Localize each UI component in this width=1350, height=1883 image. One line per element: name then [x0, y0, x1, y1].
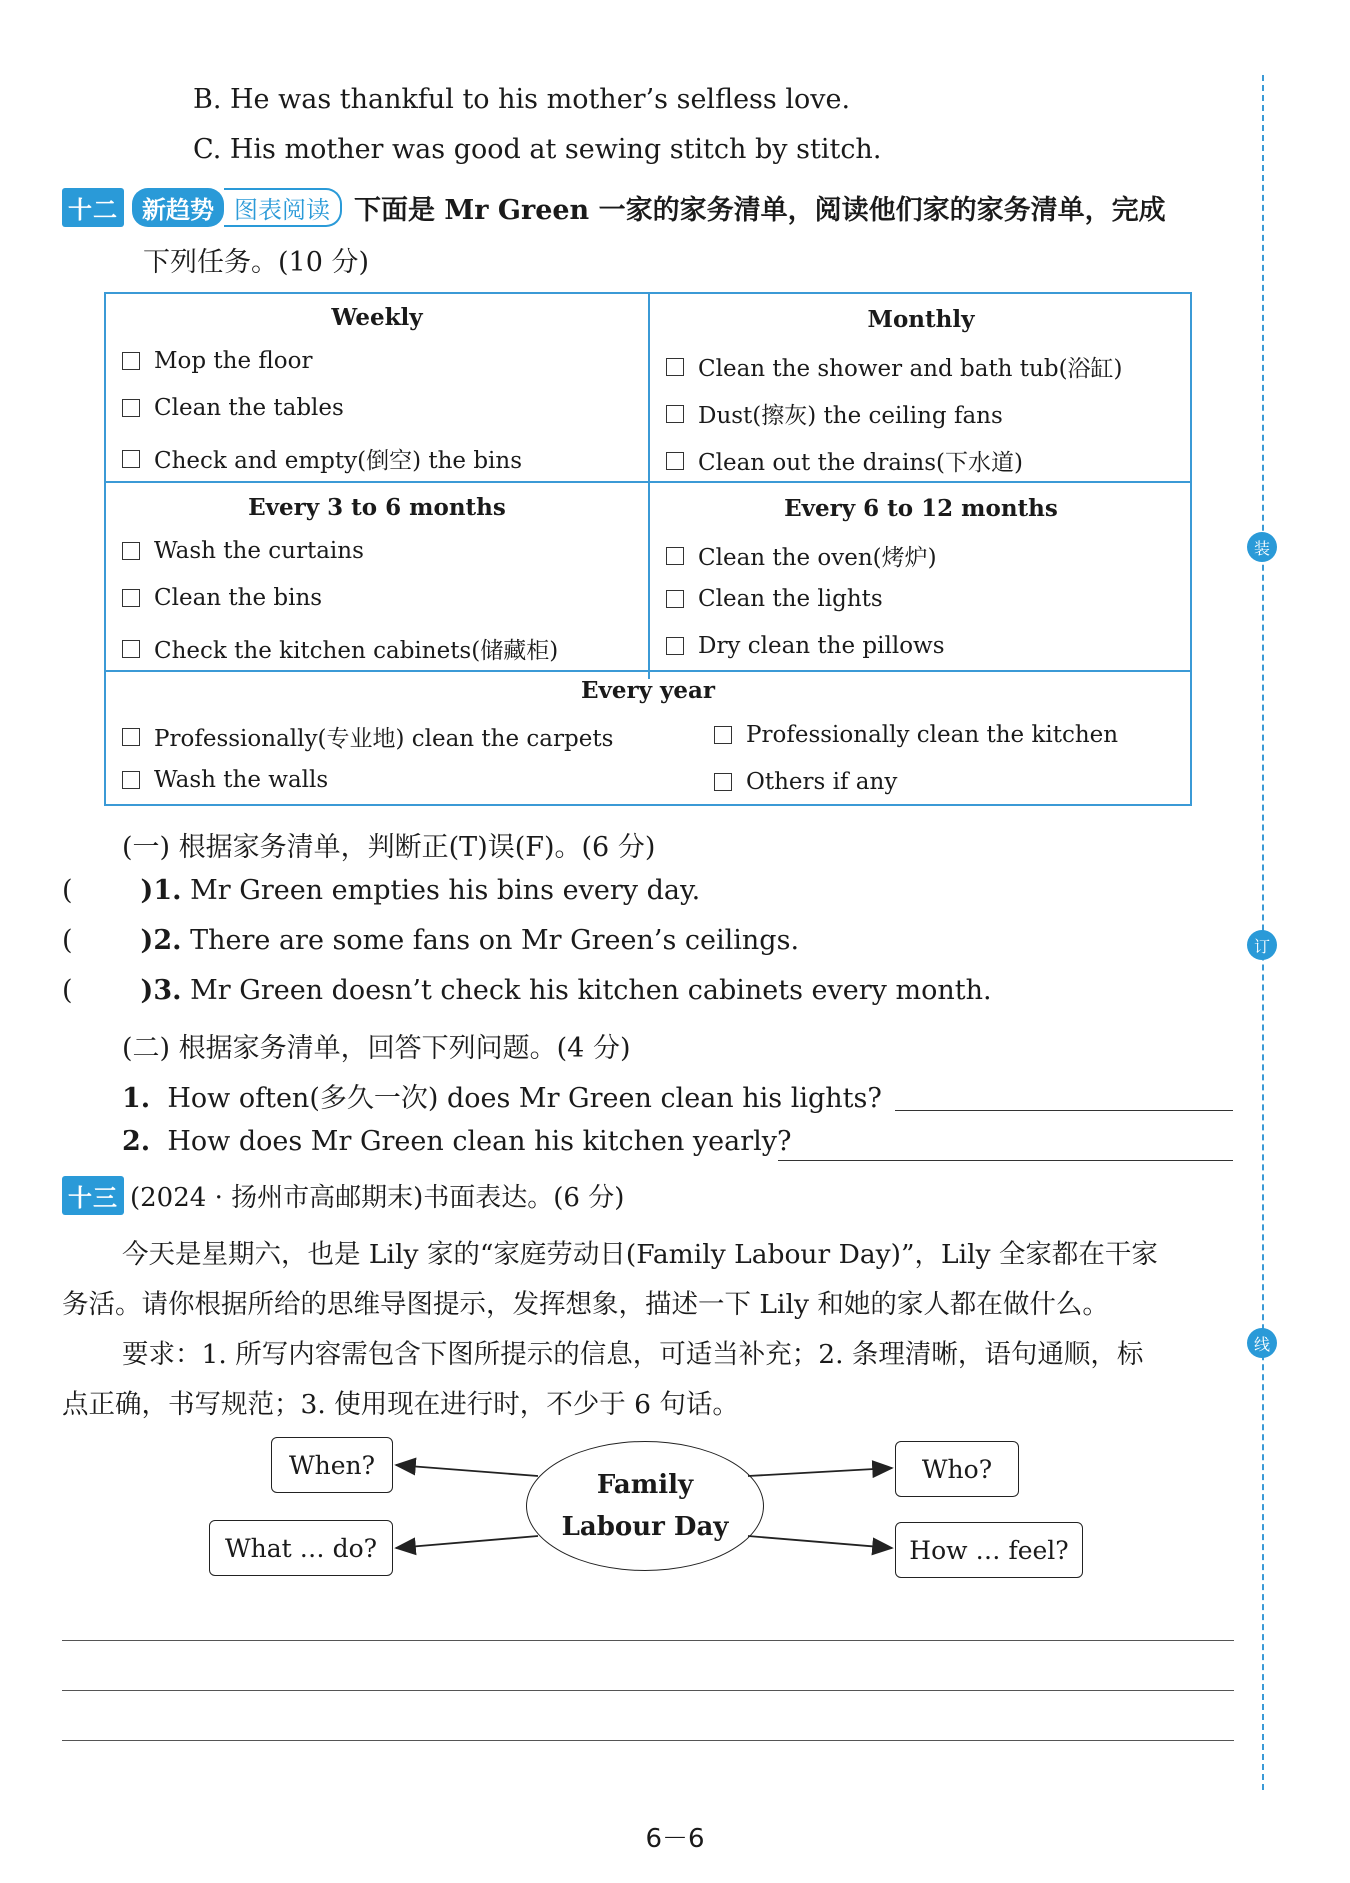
trend-badge: 新趋势 [132, 188, 224, 227]
node-who: Who? [895, 1441, 1019, 1497]
chore-item: Dry clean the pillows [666, 633, 945, 659]
writing-line[interactable] [62, 1740, 1234, 1741]
chore-item: Mop the floor [122, 348, 312, 374]
section12-instruction: 下面是 Mr Green 一家的家务清单，阅读他们家的家务清单，完成 [354, 195, 1166, 226]
option-b: B. He was thankful to his mother’s selfless love. [193, 84, 851, 115]
prompt-line-1: 今天是星期六，也是 Lily 家的“家庭劳动日(Family Labour Day)”，Lily 全家都在干家 [122, 1239, 1158, 1270]
page-number: 6－6 [645, 1824, 705, 1854]
monthly-title: Monthly [867, 306, 975, 333]
tf-question-2: ( )2. There are some fans on Mr Green’s ceilings. [62, 925, 800, 956]
part1-heading: (一) 根据家务清单，判断正(T)误(F)。(6 分) [122, 832, 656, 863]
tf-question-3: ( )3. Mr Green doesn’t check his kitchen cabinets every month. [62, 975, 992, 1006]
arrow-how [748, 1536, 892, 1548]
requirement-line-2: 点正确，书写规范；3. 使用现在进行时，不少于 6 句话。 [62, 1389, 739, 1420]
every-6-12-title: Every 6 to 12 months [784, 495, 1058, 522]
bind-icon: 线 [1247, 1328, 1277, 1358]
arrow-who [748, 1468, 892, 1476]
bind-icon: 装 [1247, 532, 1277, 562]
writing-line[interactable] [62, 1690, 1234, 1691]
chore-item: Clean the shower and bath tub(浴缸) [666, 350, 1123, 383]
arrow-when [396, 1465, 538, 1476]
section13-number: 十三 [62, 1176, 124, 1215]
chore-item: Wash the walls [122, 767, 328, 793]
prompt-line-2: 务活。请你根据所给的思维导图提示，发挥想象，描述一下 Lily 和她的家人都在做什么。 [62, 1289, 1109, 1320]
chore-item: Others if any [714, 769, 897, 795]
writing-line[interactable] [62, 1640, 1234, 1641]
chore-item: Clean the bins [122, 585, 322, 611]
every-3-6-title: Every 3 to 6 months [248, 494, 506, 521]
chore-item: Check the kitchen cabinets(储藏柜) [122, 632, 558, 665]
chore-item: Professionally clean the kitchen [714, 722, 1118, 748]
chore-item: Clean the tables [122, 395, 344, 421]
node-what: What … do? [209, 1520, 393, 1576]
every-year-title: Every year [580, 677, 716, 704]
chore-item: Clean out the drains(下水道) [666, 444, 1023, 477]
tf-question-1: ( )1. Mr Green empties his bins every day. [62, 875, 701, 906]
chore-item: Wash the curtains [122, 538, 364, 564]
chore-item: Clean the oven(烤炉) [666, 539, 937, 572]
chore-item: Professionally(专业地) clean the carpets [122, 720, 613, 753]
chore-item: Check and empty(倒空) the bins [122, 442, 522, 475]
weekly-title: Weekly [331, 304, 423, 331]
center-node: Family Labour Day [526, 1441, 764, 1571]
chore-item: Dust(擦灰) the ceiling fans [666, 397, 1003, 430]
bind-icon: 订 [1247, 930, 1277, 960]
chore-item: Clean the lights [666, 586, 883, 612]
section12-instruction-cont: 下列任务。(10 分) [143, 247, 370, 278]
node-how: How … feel? [895, 1522, 1083, 1578]
answer-question-2: 2. How does Mr Green clean his kitchen yearly? [122, 1126, 792, 1157]
section13-title: (2024 · 扬州市高邮期末)书面表达。(6 分) [130, 1183, 625, 1213]
section12-number: 十二 [62, 188, 124, 227]
option-c: C. His mother was good at sewing stitch by stitch. [193, 134, 882, 165]
arrow-what [396, 1536, 538, 1548]
node-when: When? [271, 1437, 393, 1493]
part2-heading: (二) 根据家务清单，回答下列问题。(4 分) [122, 1033, 631, 1064]
chart-reading-badge: 图表阅读 [224, 188, 342, 227]
requirement-line-1: 要求：1. 所写内容需包含下图所提示的信息，可适当补充；2. 条理清晰，语句通顺，标 [122, 1339, 1144, 1370]
answer-question-1: 1. How often(多久一次) does Mr Green clean his lights? [122, 1083, 882, 1114]
